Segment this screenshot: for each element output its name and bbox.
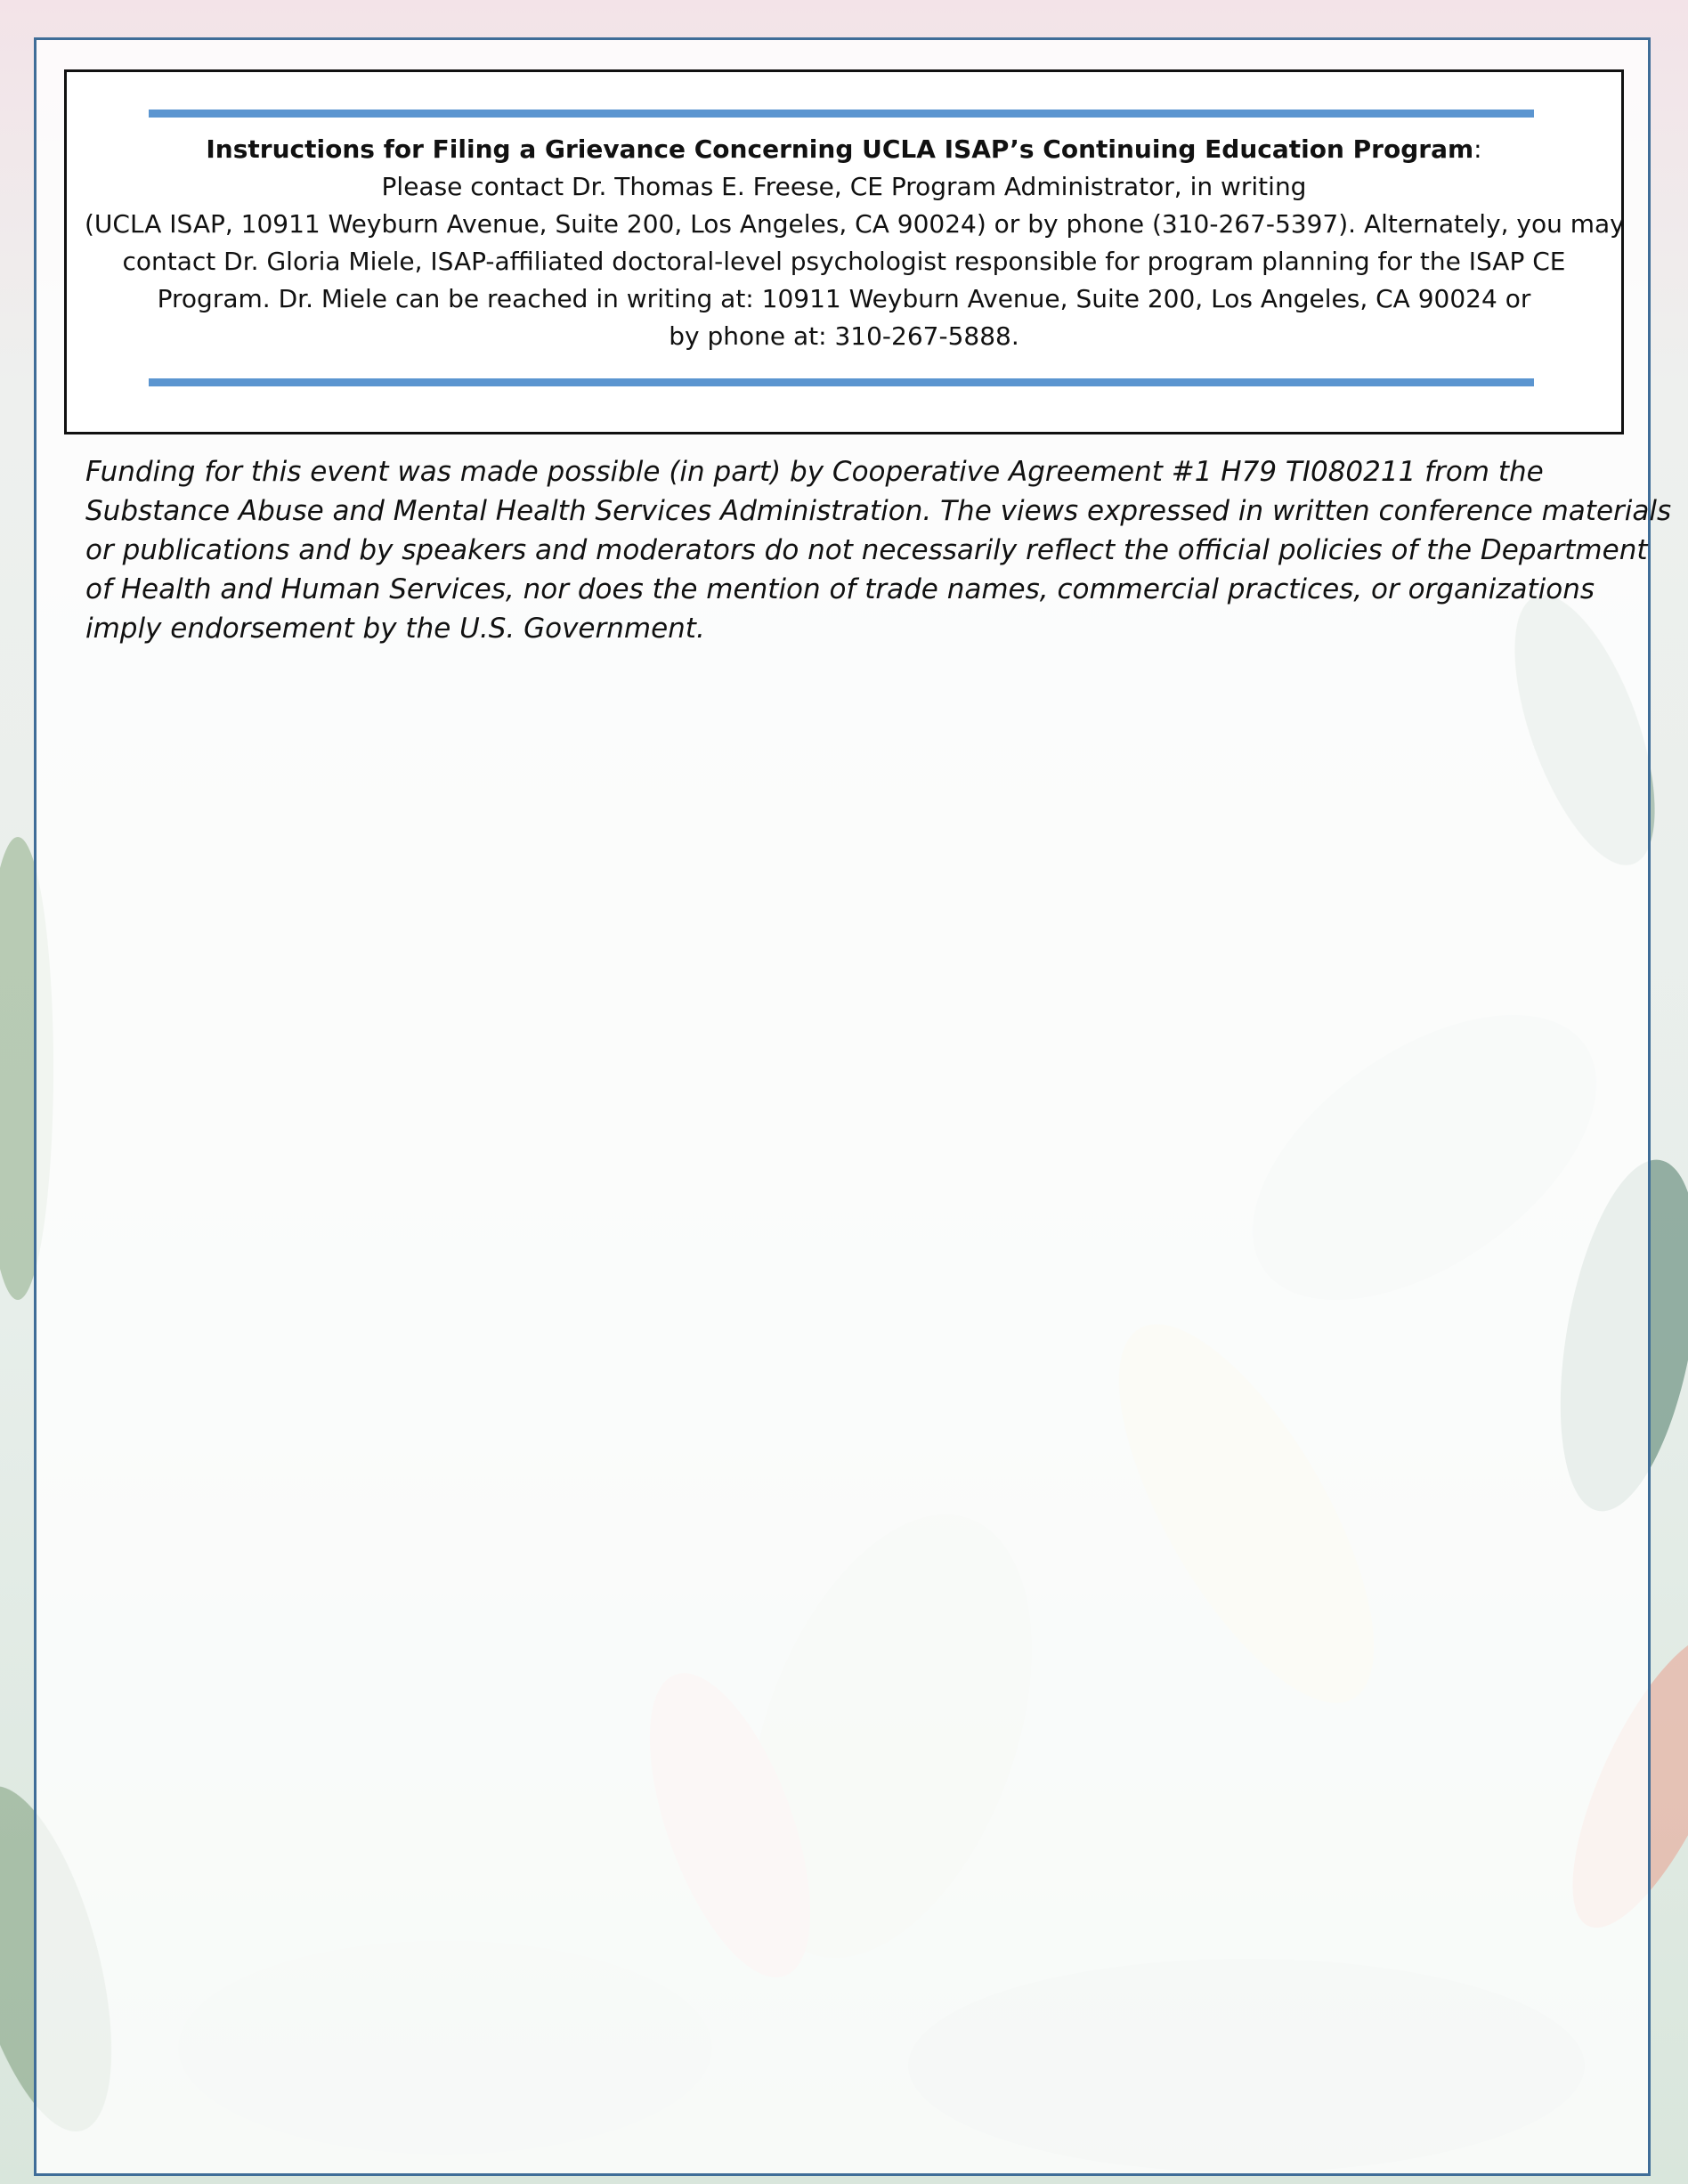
grievance-heading: Instructions for Filing a Grievance Concerning UCLA ISAP’s Continuing Education Program — [206, 134, 1474, 164]
top-divider — [149, 110, 1534, 118]
grievance-line: Please contact Dr. Thomas E. Freese, CE Program Administrator, in writing — [381, 172, 1307, 201]
grievance-text — [85, 131, 1625, 355]
bottom-divider — [149, 378, 1534, 386]
funding-line: of Health and Human Services, nor does the mention of trade names, commercial practices, or organizations — [85, 573, 1595, 605]
grievance-heading-line — [85, 131, 1603, 168]
grievance-line: Program. Dr. Miele can be reached in writing at: 10911 Weyburn Avenue, Suite 200, Los Angeles, CA 90024 or — [157, 284, 1531, 313]
funding-line: Funding for this event was made possible (in part) by Cooperative Agreement #1 H79 TI080211 from the — [85, 456, 1544, 488]
grievance-line: (UCLA ISAP, 10911 Weyburn Avenue, Suite 200, Los Angeles, CA 90024) or by phone (310-267-5397). Alternately, you may — [85, 209, 1625, 239]
funding-disclaimer — [85, 452, 1672, 648]
funding-line: or publications and by speakers and moderators do not necessarily reflect the official policies of the Department — [85, 534, 1648, 566]
funding-line: Substance Abuse and Mental Health Services Administration. The views expressed in written conference materials — [85, 495, 1672, 527]
grievance-line: by phone at: 310-267-5888. — [669, 321, 1019, 351]
grievance-instructions-box — [64, 69, 1624, 434]
grievance-heading-colon: : — [1473, 134, 1482, 164]
funding-line: imply endorsement by the U.S. Government. — [85, 613, 705, 645]
grievance-line: contact Dr. Gloria Miele, ISAP-affiliated doctoral-level psychologist responsible for program planning for the ISAP CE — [122, 247, 1566, 276]
